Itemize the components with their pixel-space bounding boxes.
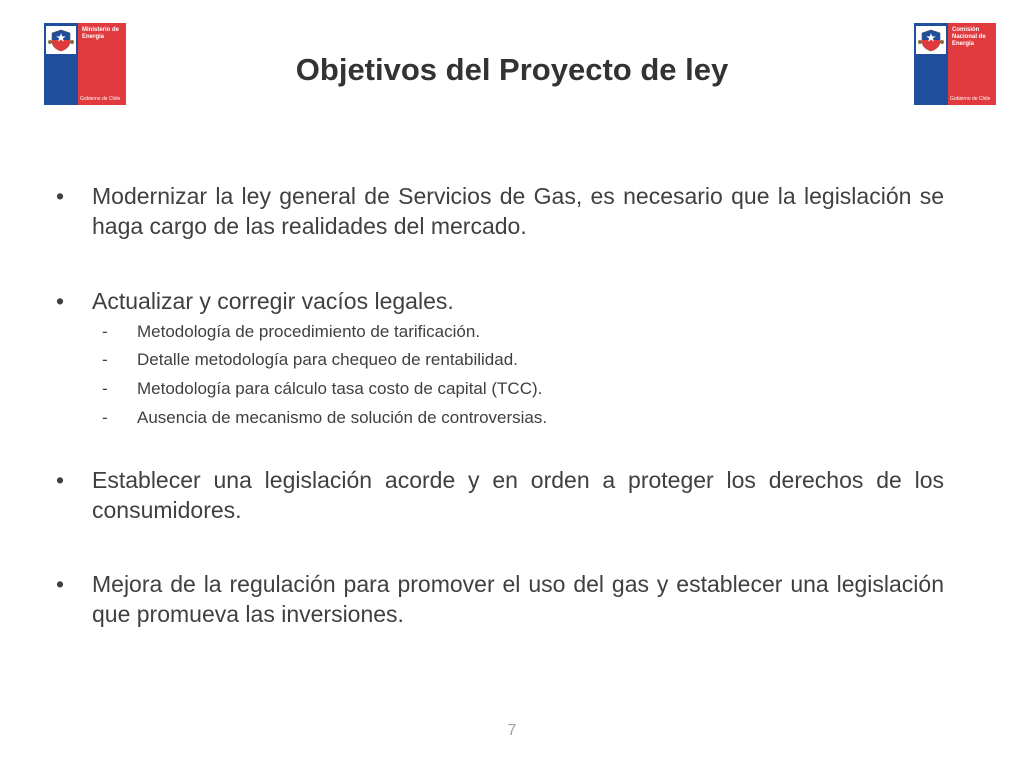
sub-bullet-text: Detalle metodología para chequeo de rentabilidad. [137, 350, 518, 369]
bullet-marker: • [56, 183, 65, 209]
bullet-text: Establecer una legislación acorde y en orden a proteger los derechos de los consumidores. [92, 467, 944, 523]
sub-bullet-item [102, 322, 942, 342]
bullet-item [56, 569, 944, 629]
sub-bullet-item [102, 379, 942, 399]
bullet-marker: • [56, 288, 65, 314]
sub-bullet-text: Metodología de procedimiento de tarificación. [137, 322, 481, 341]
page-number: 7 [507, 722, 517, 739]
coat-of-arms-icon [46, 26, 76, 54]
sub-bullet-marker: - [102, 408, 108, 427]
sub-bullet-marker: - [102, 350, 108, 369]
logo-org-name: Comisión Nacional de Energía [952, 27, 986, 47]
sub-bullet-item [102, 408, 942, 428]
bullet-text: Modernizar la ley general de Servicios de Gas, es necesario que la legislación se haga cargo de las realidades del mercado. [92, 183, 944, 239]
sub-bullet-text: Ausencia de mecanismo de solución de controversias. [137, 408, 548, 427]
bullet-marker: • [56, 467, 65, 493]
bullet-item [56, 286, 944, 316]
sub-bullet-item [102, 350, 942, 370]
logo-org-name: Ministerio de Energía [82, 27, 120, 40]
logo-gov-name: Gobierno de Chile [950, 96, 991, 102]
sub-bullet-marker: - [102, 379, 108, 398]
logo-gov-name: Gobierno de Chile [80, 96, 121, 102]
sub-bullet-marker: - [102, 322, 108, 341]
sub-bullet-text: Metodología para cálculo tasa costo de capital (TCC). [137, 379, 543, 398]
bullet-item [56, 465, 944, 525]
bullet-item [56, 181, 944, 241]
slide-title: Objetivos del Proyecto de ley [295, 52, 729, 87]
bullet-marker: • [56, 571, 65, 597]
coat-of-arms-icon [916, 26, 946, 54]
bullet-text: Actualizar y corregir vacíos legales. [92, 288, 454, 314]
bullet-text: Mejora de la regulación para promover el uso del gas y establecer una legislación que promueva las inversiones. [92, 571, 944, 627]
